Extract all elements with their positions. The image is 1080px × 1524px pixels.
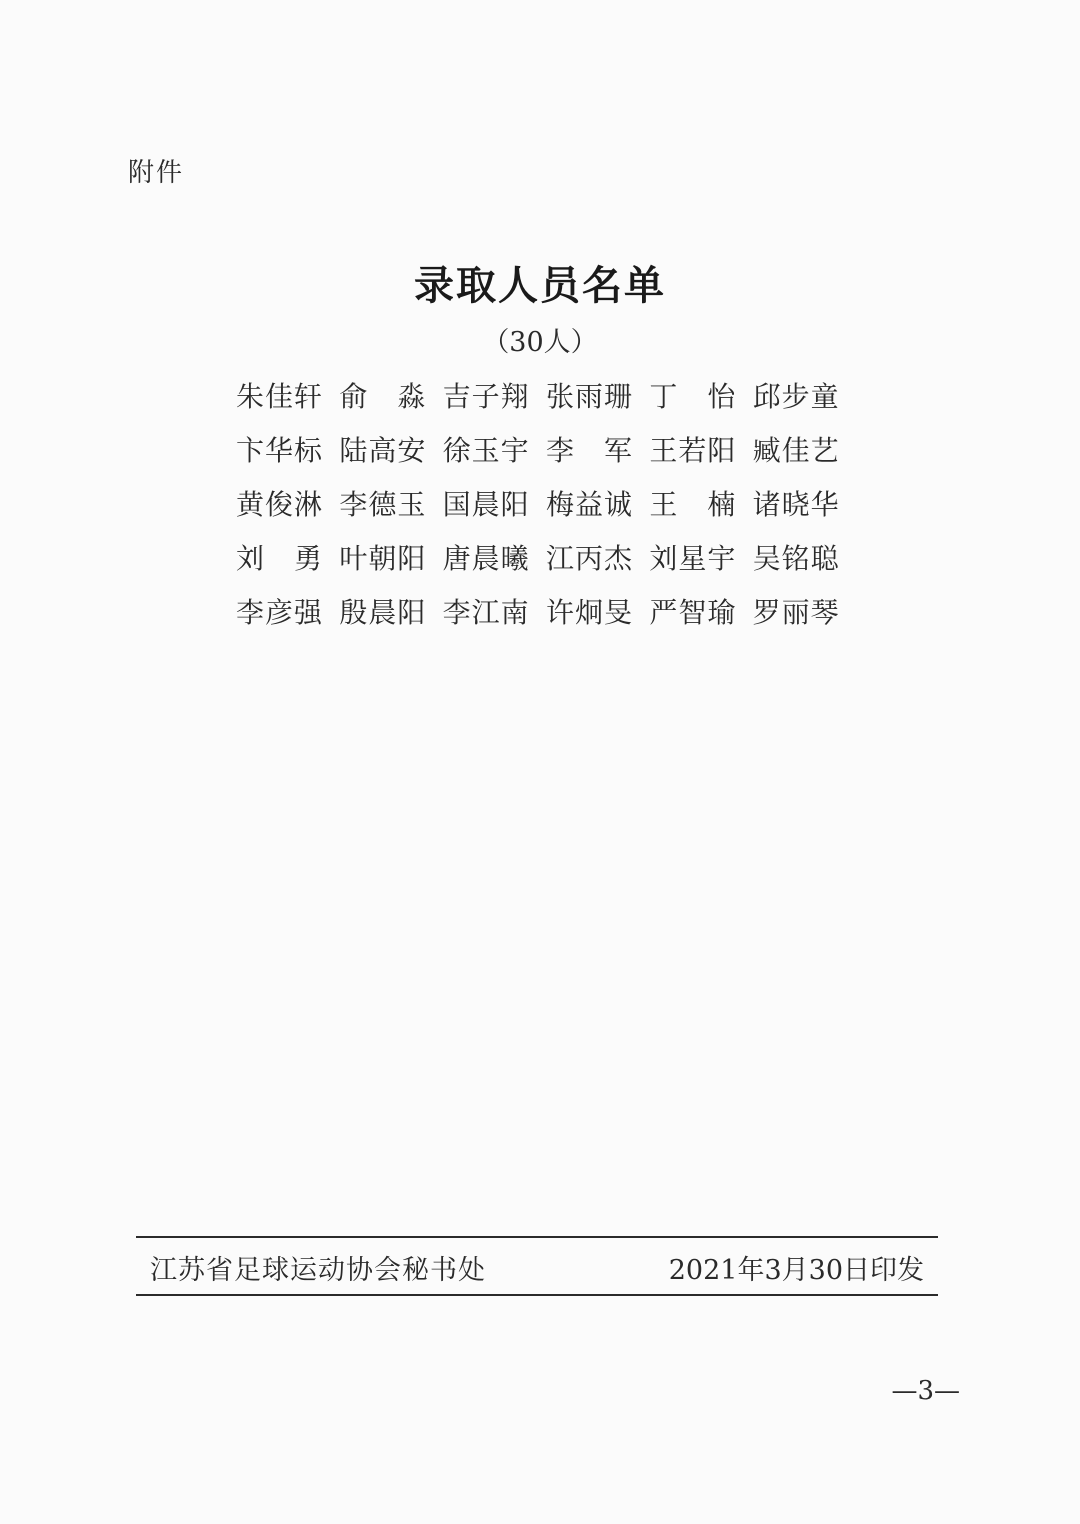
names-row: [236, 476, 856, 530]
names-row: [236, 422, 856, 476]
name-entry: 卞华标: [236, 434, 324, 467]
name-entry: 李 军: [545, 434, 633, 467]
name-entry: 臧佳艺: [752, 434, 840, 467]
name-entry: 王若阳: [649, 434, 737, 467]
name-entry: 严智瑜: [649, 596, 737, 629]
names-row: [236, 530, 856, 584]
issue-date: 2021年3月30日印发: [668, 1255, 924, 1286]
name-entry: 朱佳轩: [236, 380, 324, 413]
name-entry: 李彦强: [236, 596, 324, 629]
name-entry: 国晨阳: [442, 488, 530, 521]
name-entry: 黄俊淋: [236, 488, 324, 521]
page-subtitle: （30人）: [482, 327, 598, 358]
footer-top-divider: [136, 1236, 938, 1238]
names-list: [236, 368, 856, 638]
name-entry: 诸晓华: [752, 488, 840, 521]
name-entry: 吴铭聪: [752, 542, 840, 575]
name-entry: 邱步童: [752, 380, 840, 413]
name-entry: 张雨珊: [545, 380, 633, 413]
name-entry: 罗丽琴: [752, 596, 840, 629]
name-entry: 俞 淼: [339, 380, 427, 413]
name-entry: 吉子翔: [442, 380, 530, 413]
page-title: 录取人员名单: [414, 262, 666, 309]
issuer-name: 江苏省足球运动协会秘书处: [150, 1255, 486, 1286]
name-entry: 李德玉: [339, 488, 427, 521]
name-entry: 刘星宇: [649, 542, 737, 575]
name-entry: 许炯旻: [545, 596, 633, 629]
name-entry: 江丙杰: [545, 542, 633, 575]
names-row: [236, 368, 856, 422]
page-number: —3—: [891, 1376, 960, 1406]
name-entry: 殷晨阳: [339, 596, 427, 629]
name-entry: 陆高安: [339, 434, 427, 467]
name-entry: 刘 勇: [236, 542, 324, 575]
name-entry: 王 楠: [649, 488, 737, 521]
name-entry: 唐晨曦: [442, 542, 530, 575]
name-entry: 丁 怡: [649, 380, 737, 413]
name-entry: 徐玉宇: [442, 434, 530, 467]
attachment-label: 附件: [128, 158, 185, 188]
footer-bottom-divider: [136, 1294, 938, 1296]
names-row: [236, 584, 856, 638]
name-entry: 叶朝阳: [339, 542, 427, 575]
name-entry: 李江南: [442, 596, 530, 629]
name-entry: 梅益诚: [545, 488, 633, 521]
